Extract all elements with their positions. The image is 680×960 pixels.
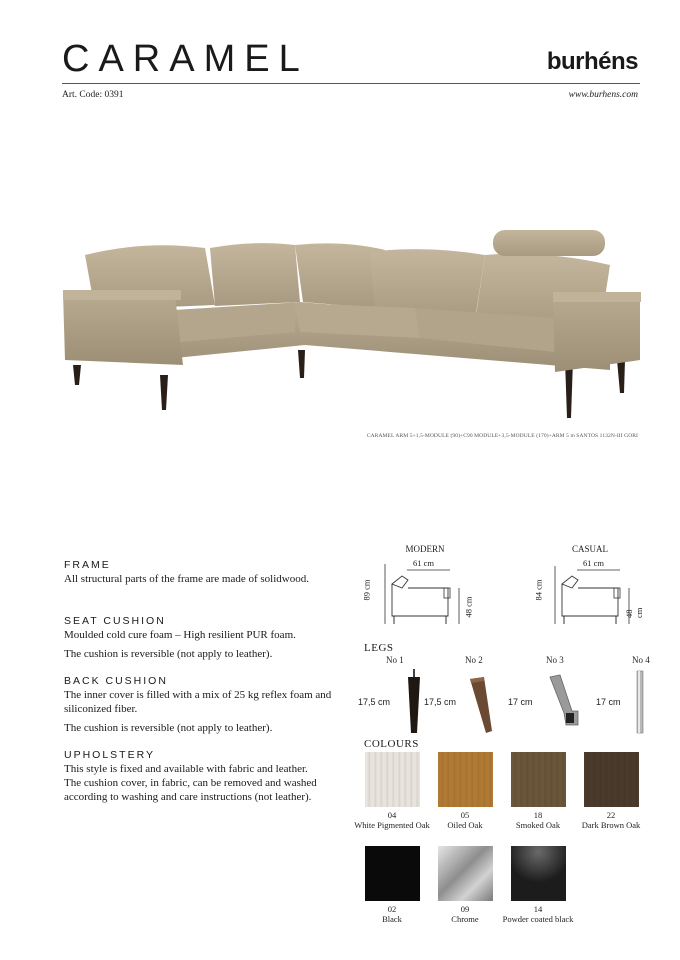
swatch-name: White Pigmented Oak bbox=[354, 820, 430, 830]
product-caption: CARAMEL ARM 5+1,5-MODULE (90)+C90 MODULE+3,5-MODULE (170)+ARM 5 m SANTOS 1132N-III GORI bbox=[366, 433, 638, 439]
sofa-illustration bbox=[55, 210, 655, 430]
swatch-name: Black bbox=[382, 914, 402, 924]
section-frame bbox=[64, 558, 344, 586]
section-text: The cushion is reversible (not apply to leather). bbox=[64, 722, 273, 734]
colour-swatches bbox=[340, 752, 650, 942]
leg-no: No 2 bbox=[465, 655, 483, 665]
product-title: CARAMEL bbox=[62, 38, 309, 80]
website-url[interactable]: www.burhens.com bbox=[568, 90, 638, 100]
leg-size: 17 cm bbox=[508, 697, 533, 707]
header-divider bbox=[62, 83, 640, 84]
dimension-diagrams bbox=[350, 540, 644, 640]
swatch-14[interactable] bbox=[511, 846, 566, 901]
swatch-22[interactable] bbox=[584, 752, 639, 807]
leg-2-icon bbox=[468, 673, 498, 737]
swatch-name: Powder coated black bbox=[502, 914, 574, 924]
swatch-label bbox=[352, 904, 432, 924]
section-text: This style is fixed and available with fabric and leather. bbox=[64, 763, 308, 775]
leg-4-icon bbox=[632, 669, 648, 735]
modern-seat-height: 48 cm bbox=[463, 596, 474, 618]
modern-depth: 61 cm bbox=[413, 558, 435, 568]
section-heading: FRAME bbox=[64, 559, 111, 571]
swatch-name: Chrome bbox=[451, 914, 479, 924]
casual-label: CASUAL bbox=[571, 544, 608, 554]
swatch-label bbox=[352, 810, 432, 830]
section-text: The inner cover is filled with a mix of 25 kg reflex foam and siliconized fiber. bbox=[64, 689, 332, 715]
section-text: The cushion is reversible (not apply to leather). bbox=[64, 648, 273, 660]
colours-title: COLOURS bbox=[364, 738, 419, 750]
leg-no: No 3 bbox=[546, 655, 564, 665]
swatch-code: 22 bbox=[606, 810, 616, 820]
swatch-label bbox=[425, 810, 505, 830]
modern-height: 89 cm bbox=[361, 579, 372, 601]
casual-sofa-diagram bbox=[552, 558, 632, 628]
section-back-cushion bbox=[64, 674, 344, 735]
modern-label: MODERN bbox=[405, 544, 445, 554]
casual-depth: 61 cm bbox=[583, 558, 605, 568]
leg-no: No 1 bbox=[386, 655, 404, 665]
swatch-name: Smoked Oak bbox=[515, 820, 561, 830]
legs-title: LEGS bbox=[364, 642, 394, 654]
swatch-label bbox=[498, 810, 578, 830]
casual-height: 84 cm bbox=[533, 579, 544, 601]
leg-size: 17,5 cm bbox=[358, 697, 391, 707]
section-text: Moulded cold cure foam – High resilient PUR foam. bbox=[64, 629, 296, 641]
art-code: Art. Code: 0391 bbox=[62, 90, 124, 100]
leg-no: No 4 bbox=[632, 655, 650, 665]
modern-sofa-diagram bbox=[382, 558, 462, 628]
leg-3-icon bbox=[548, 673, 588, 733]
section-heading: UPHOLSTERY bbox=[64, 749, 155, 761]
swatch-name: Dark Brown Oak bbox=[581, 820, 641, 830]
swatch-02[interactable] bbox=[365, 846, 420, 901]
swatch-code: 09 bbox=[460, 904, 470, 914]
swatch-code: 04 bbox=[387, 810, 397, 820]
section-heading: BACK CUSHION bbox=[64, 675, 168, 687]
brand-logo: burhéns bbox=[546, 48, 638, 75]
swatch-code: 14 bbox=[533, 904, 543, 914]
section-text: All structural parts of the frame are made of solidwood. bbox=[64, 573, 309, 585]
leg-size: 17,5 cm bbox=[424, 697, 457, 707]
swatch-09[interactable] bbox=[438, 846, 493, 901]
swatch-name: Oiled Oak bbox=[447, 820, 483, 830]
swatch-code: 02 bbox=[387, 904, 397, 914]
section-text: The cushion cover, in fabric, can be removed and washed according to washing and care instructions (not leather). bbox=[64, 777, 317, 803]
swatch-label bbox=[571, 810, 651, 830]
section-upholstery bbox=[64, 748, 344, 804]
swatch-code: 05 bbox=[460, 810, 470, 820]
leg-size: 17 cm bbox=[596, 697, 621, 707]
swatch-code: 18 bbox=[533, 810, 543, 820]
legs-row bbox=[350, 655, 650, 745]
casual-seat-height: 48 cm bbox=[624, 607, 644, 618]
section-seat-cushion bbox=[64, 614, 344, 661]
section-heading: SEAT CUSHION bbox=[64, 615, 166, 627]
swatch-label bbox=[498, 904, 578, 924]
sofa-image bbox=[55, 210, 655, 430]
swatch-05[interactable] bbox=[438, 752, 493, 807]
swatch-18[interactable] bbox=[511, 752, 566, 807]
swatch-04[interactable] bbox=[365, 752, 420, 807]
swatch-label bbox=[425, 904, 505, 924]
leg-1-icon bbox=[404, 667, 424, 737]
